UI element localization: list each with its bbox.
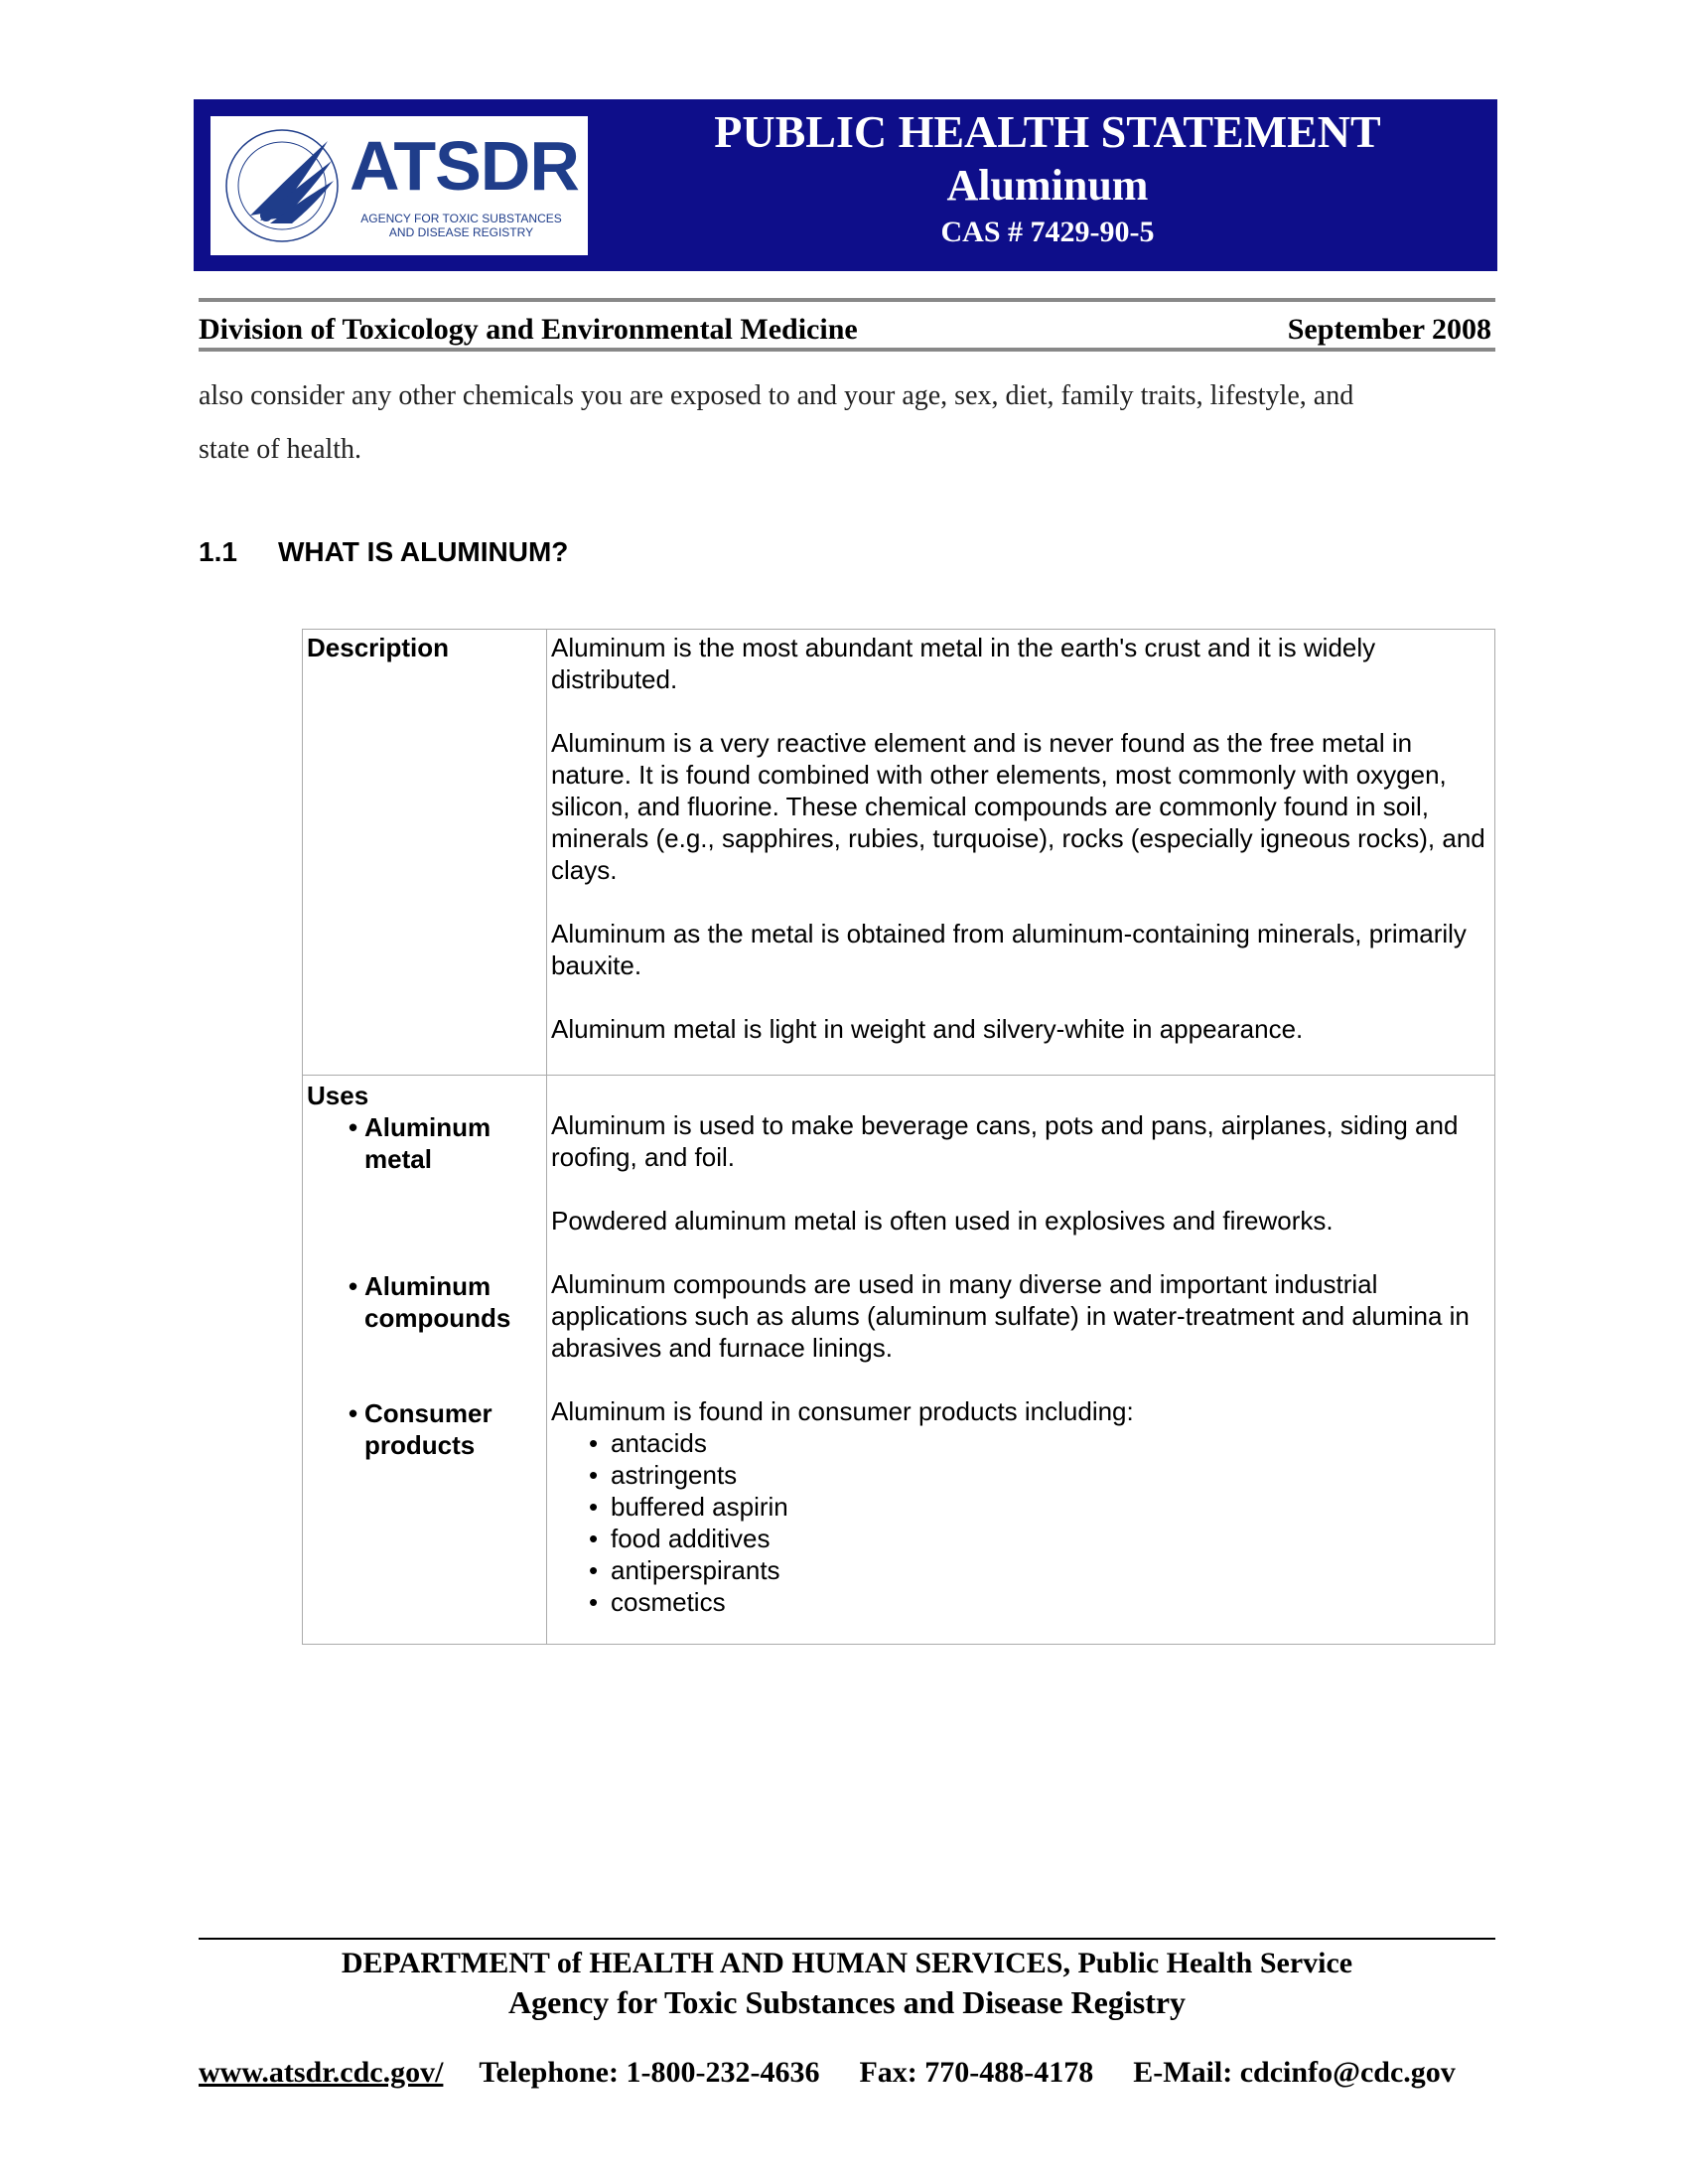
logo-subtitle-line1: AGENCY FOR TOXIC SUBSTANCES <box>360 212 562 225</box>
consumer-uses <box>551 1395 1490 1618</box>
bullet-icon: • <box>589 1460 599 1490</box>
atsdr-logo <box>211 116 588 255</box>
publication-date: September 2008 <box>1287 313 1491 346</box>
list-item: • cosmetics <box>589 1587 726 1617</box>
list-item: • buffered aspirin <box>589 1492 788 1522</box>
use-item-consumer: • Consumer products <box>349 1398 492 1460</box>
section-title: WHAT IS ALUMINUM? <box>278 536 569 567</box>
bullet-icon: • <box>589 1524 599 1553</box>
footer-department: DEPARTMENT of HEALTH AND HUMAN SERVICES, Public Health Service <box>341 1947 1353 1979</box>
logo-subtitle <box>350 212 573 239</box>
bullet-icon: • <box>589 1587 599 1617</box>
use-item-compounds: • Aluminum compounds <box>349 1271 511 1333</box>
description-paragraph: Aluminum as the metal is obtained from aluminum-containing minerals, primarily bauxite. <box>551 919 1467 980</box>
bullet-icon: • <box>589 1555 599 1585</box>
page-title: PUBLIC HEALTH STATEMENT <box>714 106 1381 157</box>
description-paragraph: Aluminum is the most abundant metal in the earth's crust and it is widely distributed. <box>551 633 1376 694</box>
list-item: • astringents <box>589 1460 738 1490</box>
divider-top <box>199 298 1495 302</box>
footer-divider <box>199 1938 1495 1940</box>
compounds-uses-paragraph: Aluminum compounds are used in many diverse and important industrial applications such as alums (aluminum sulfate) in water-treatment and alumina in abrasives and furnace linings. <box>551 1269 1470 1363</box>
section-heading <box>199 534 568 570</box>
bullet-icon: • <box>349 1271 358 1301</box>
footer-agency: Agency for Toxic Substances and Disease Registry <box>507 1984 1187 2020</box>
description-label-cell <box>303 630 547 1076</box>
telephone: Telephone: 1-800-232-4636 <box>479 2056 820 2089</box>
list-item: • antacids <box>589 1428 707 1458</box>
bullet-icon: • <box>349 1112 358 1142</box>
table-row <box>303 630 1495 1076</box>
description-content-cell <box>547 630 1495 1076</box>
intro-paragraph <box>199 369 1495 477</box>
uses-label: Uses <box>307 1081 369 1110</box>
division-name: Division of Toxicology and Environmental Medicine <box>199 313 858 346</box>
consumer-products-list <box>551 1427 1490 1618</box>
logo-subtitle-line2: AND DISEASE REGISTRY <box>388 225 534 239</box>
description-label: Description <box>307 633 450 662</box>
metal-uses-paragraph: Powdered aluminum metal is often used in explosives and fireworks. <box>551 1206 1334 1236</box>
use-item-metal: • Aluminum metal <box>349 1112 492 1174</box>
bullet-icon: • <box>589 1492 599 1522</box>
divider-bottom <box>199 348 1495 352</box>
description-paragraph: Aluminum is a very reactive element and is never found as the free metal in nature. It is found combined with other elements, most commonly with oxygen, silicon, and fluorine. These chemical compounds are commonly found in soil, minerals (e.g., sapphires, rubies, turquoise), rocks (especially igneous rocks), and clays. <box>551 728 1485 885</box>
intro-line-2: state of health. <box>199 434 362 465</box>
section-number: 1.1 <box>199 536 237 567</box>
metal-uses <box>551 1109 1490 1237</box>
header-banner <box>194 99 1497 271</box>
website-link[interactable]: www.atsdr.cdc.gov/ <box>199 2056 444 2089</box>
consumer-intro: Aluminum is found in consumer products including: <box>551 1396 1134 1426</box>
footer-contacts <box>199 2054 1495 2092</box>
logo-wordmark: ATSDR <box>350 127 579 205</box>
compounds-uses <box>551 1268 1490 1364</box>
intro-line-1: also consider any other chemicals you are exposed to and your age, sex, diet, family traits, lifestyle, and <box>199 380 1354 411</box>
banner-titles <box>611 99 1484 252</box>
aluminum-info-table <box>302 629 1495 1645</box>
division-row <box>199 310 1495 350</box>
description-paragraph: Aluminum metal is light in weight and silvery-white in appearance. <box>551 1014 1304 1044</box>
uses-label-cell <box>303 1076 547 1645</box>
fax: Fax: 770-488-4178 <box>859 2056 1094 2089</box>
bullet-icon: • <box>349 1398 358 1428</box>
chemical-name: Aluminum <box>946 161 1149 210</box>
cas-number: CAS # 7429-90-5 <box>940 216 1155 248</box>
list-item: • food additives <box>589 1524 771 1553</box>
list-item: • antiperspirants <box>589 1555 780 1585</box>
metal-uses-paragraph: Aluminum is used to make beverage cans, pots and pans, airplanes, siding and roofing, and foil. <box>551 1110 1459 1172</box>
bullet-icon: • <box>589 1428 599 1458</box>
email: E-Mail: cdcinfo@cdc.gov <box>1133 2056 1456 2089</box>
uses-content-cell <box>547 1076 1495 1645</box>
table-row <box>303 1076 1495 1645</box>
